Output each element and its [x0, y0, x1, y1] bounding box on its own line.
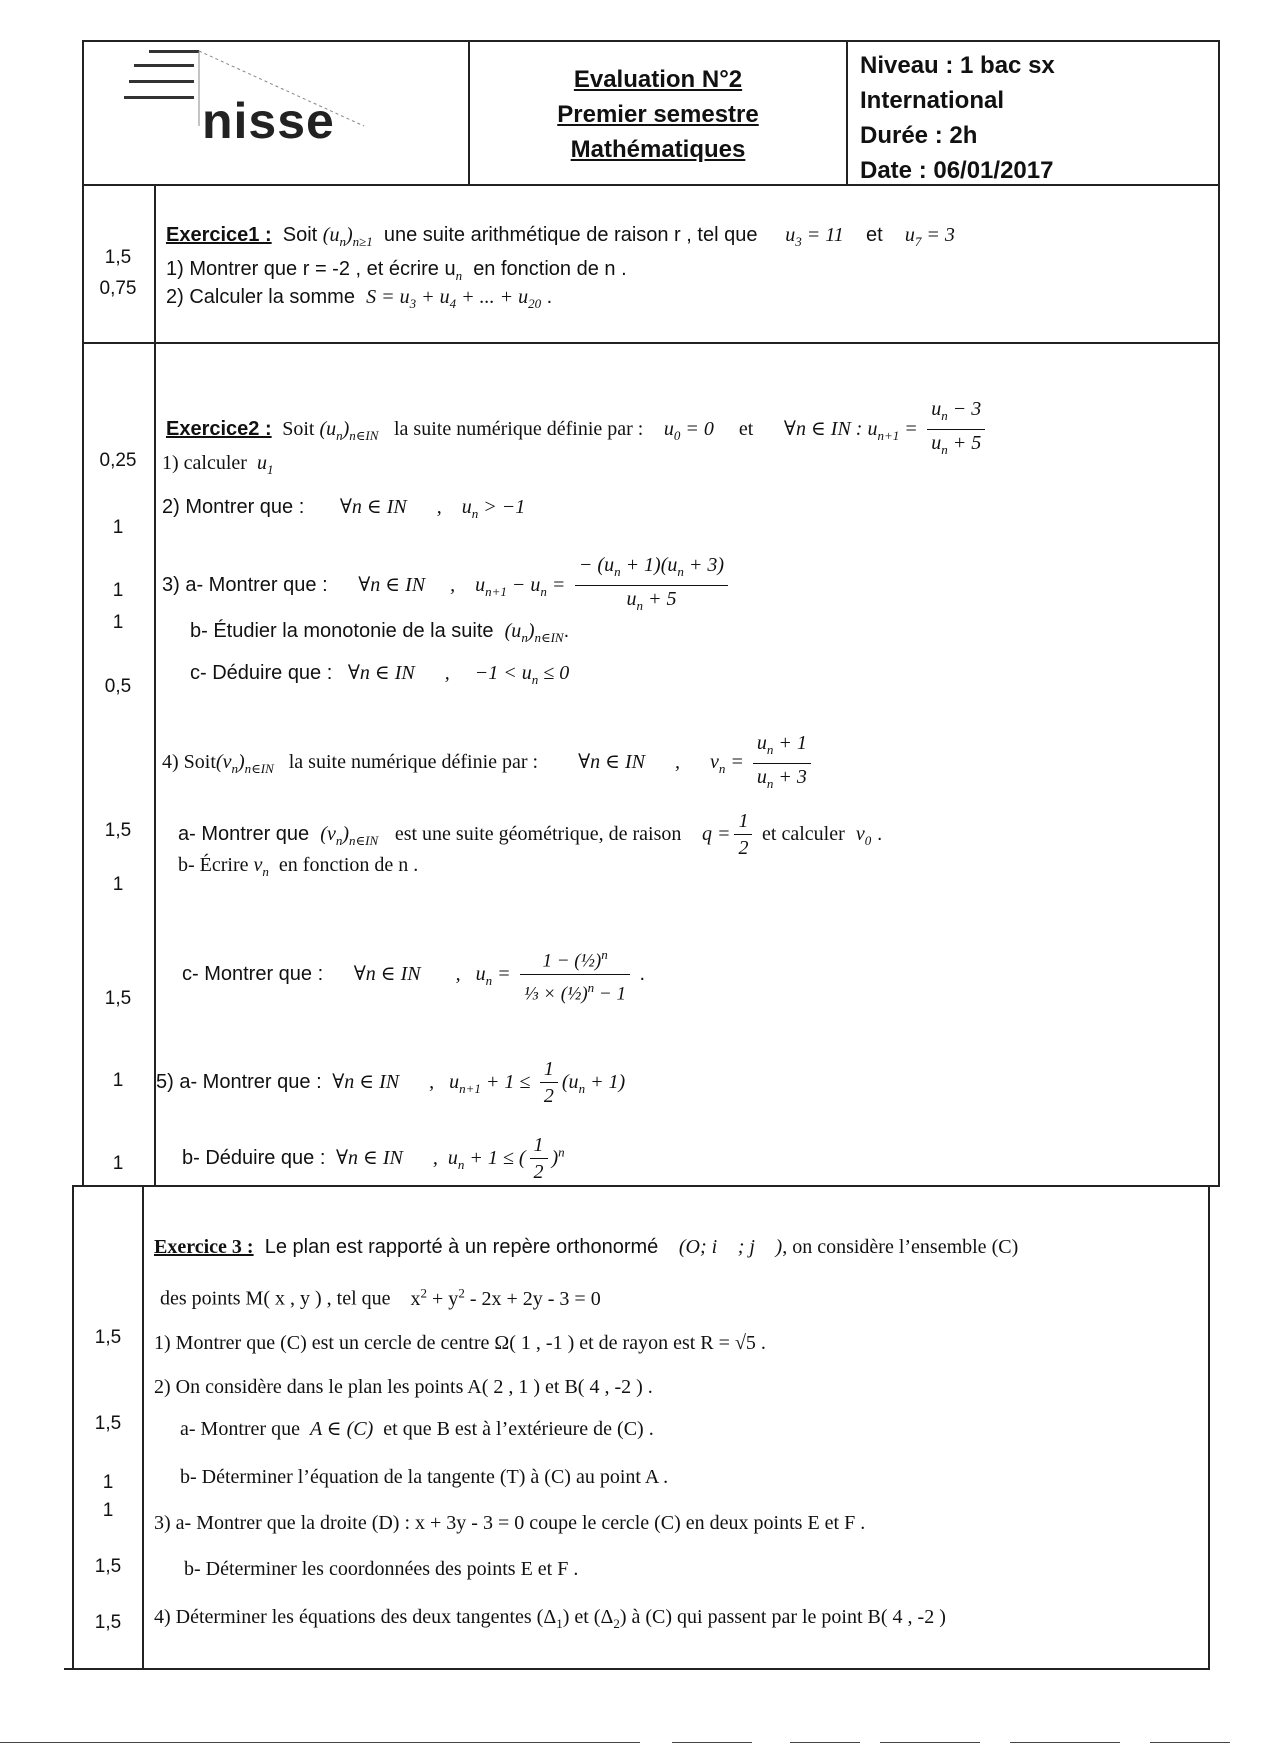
ex2-q5a: 5) a- Montrer que : ∀n ∈ IN , $u_{n+1} + 1$ ≤ $\frac{1}{2}$ $(u_n + 1)$: [156, 1058, 626, 1107]
ex2-q3c: c- Déduire que : ∀n ∈ IN , $-1 < u_n \le 0$: [190, 662, 570, 687]
ex1-intro: Exercice1 : Soit $(u_n)_{n\ge 1}$ une suite arithmétique de raison r , tel que $u_3 = 11$ et $u_7 = 3$: [166, 224, 955, 249]
scan-line: [0, 1742, 640, 1743]
header-title-line: Evaluation N°2: [573, 66, 743, 93]
section-divider: [72, 1185, 1220, 1187]
logo-text: nisse: [202, 93, 335, 149]
points: 0,25: [99, 450, 137, 471]
points: 1,5: [94, 1556, 122, 1577]
points: 1: [112, 517, 124, 538]
ex3-q4: 4) Déterminer les équations des deux tangentes $(\Delta_1)$ et $(\Delta_2)$ à (C) qui passent par le point B( 4 , -2 ): [154, 1606, 946, 1631]
points: 1: [102, 1500, 114, 1521]
header-title-line: Premier semestre: [557, 101, 759, 128]
ex2-q4a: a- Montrer que $(v_n)_{n\in IN}$ est une suite géométrique, de raison q = $\frac{1}{2}$ et calculer $v_0$ .: [178, 810, 883, 859]
points: 1: [102, 1472, 114, 1493]
points-column-divider: [154, 184, 156, 1187]
points: 0,5: [104, 676, 132, 697]
frame-right: [1218, 184, 1220, 1187]
ex2-intro: Exercice2 : Soit $(u_n)_{n\in IN}$ la suite numérique définie par : $u_0 = 0$ et ∀n ∈ IN : $u_{n+1}$ = $\frac{u_n - 3}{u_n + 5}$: [166, 396, 989, 463]
header-logo-box: [82, 40, 470, 186]
ex2-q4: 4) $Soit(v_n)_{n\in IN}$ la suite numérique définie par : ∀n ∈ IN , $v_n$ = $\frac{u_n + 1}{u_n + 3}$: [162, 730, 815, 797]
points: 0,75: [99, 278, 137, 299]
header-info-box: [846, 40, 1220, 186]
ex2-q3a: 3) a- Montrer que : ∀n ∈ IN , $u_{n+1} - u_n$ = $\frac{- (u_n + 1)(u_n + 3)}{u_n + 5}$: [162, 552, 732, 619]
points: 1,5: [94, 1327, 122, 1348]
points: 1,5: [104, 820, 132, 841]
frame-bottom: [64, 1668, 1210, 1670]
points: 1,5: [94, 1413, 122, 1434]
points: 1,5: [104, 988, 132, 1009]
points: 1: [112, 1153, 124, 1174]
points: 1,5: [94, 1612, 122, 1633]
ex2-q3b: b- Étudier la monotonie de la suite $(u_n)_{n\in IN}$.: [190, 620, 570, 645]
ex3-q2a: a- Montrer que A ∈ (C) et que B est à l’extérieure de (C) .: [180, 1418, 654, 1440]
points: 1: [112, 874, 124, 895]
exercise-title: Exercice2 :: [166, 417, 272, 440]
points: 1,5: [104, 247, 132, 268]
ex2-q1: 1) calculer $u_1$: [162, 452, 274, 477]
points: 1: [112, 1070, 124, 1091]
section-divider: [82, 342, 1220, 344]
ex3-q2: 2) On considère dans le plan les points A( 2 , 1 ) et B( 4 , -2 ) .: [154, 1376, 653, 1398]
ex3-q2b: b- Déterminer l’équation de la tangente (T) à (C) au point A .: [180, 1466, 669, 1488]
header-info-line: Niveau : 1 bac sx: [860, 52, 1055, 79]
ex3-intro2: des points M( x , y ) , tel que $x^2 + y^2 - 2x + 2y - 3 = 0$: [160, 1285, 601, 1310]
scan-line: [880, 1742, 980, 1743]
exercise-title: Exercice1 :: [166, 224, 272, 246]
ex3-q1: 1) Montrer que (C) est un cercle de centre Ω( 1 , -1 ) et de rayon est R = √5 .: [154, 1332, 766, 1354]
scan-line: [672, 1742, 752, 1743]
frame-right: [1208, 1185, 1210, 1670]
ex2-q4c: c- Montrer que : ∀n ∈ IN , $u_n$ = $\frac{1 - (\frac{1}{2})^n}{\frac{1}{3} \times (\frac{1}{2})^n - 1}$ .: [182, 942, 645, 1008]
ex3-q3b: b- Déterminer les coordonnées des points E et F .: [184, 1558, 579, 1580]
header-title-line: Mathématiques: [570, 136, 746, 163]
ex2-q4b: b- Écrire $v_n$ en fonction de n .: [178, 854, 419, 879]
points: 1: [112, 580, 124, 601]
ex2-q2: 2) Montrer que : ∀n ∈ IN , $u_n > -1$: [162, 496, 526, 521]
scan-line: [790, 1742, 860, 1743]
exercise-title: Exercice 3 :: [154, 1236, 254, 1258]
scan-line: [1010, 1742, 1120, 1743]
header-info-line: Date : 06/01/2017: [860, 157, 1054, 184]
ex3-q3a: 3) a- Montrer que la droite (D) : x + 3y - 3 = 0 coupe le cercle (C) en deux points E et F .: [154, 1512, 866, 1534]
ex3-intro: Exercice 3 : Le plan est rapporté à un repère orthonormé (O; i⃗ ; j⃗ ), on considère l’ensemble (C): [154, 1236, 1019, 1258]
points: 1: [112, 612, 124, 633]
ex1-q1: 1) Montrer que r = -2 , et écrire $u_n$ en fonction de n .: [166, 258, 627, 283]
header-title-box: [468, 40, 848, 186]
header-info-line: International: [860, 87, 1005, 114]
ex2-q5b: b- Déduire que : ∀n ∈ IN , $u_n + 1$ ≤ ( $\frac{1}{2}$ )$^n$: [182, 1134, 565, 1183]
scan-line: [1150, 1742, 1230, 1743]
ex1-q2: 2) Calculer la somme $S = u_3 + u_4$ + ... + $u_{20}$ .: [166, 286, 553, 311]
header-info-line: Durée : 2h: [860, 122, 978, 149]
